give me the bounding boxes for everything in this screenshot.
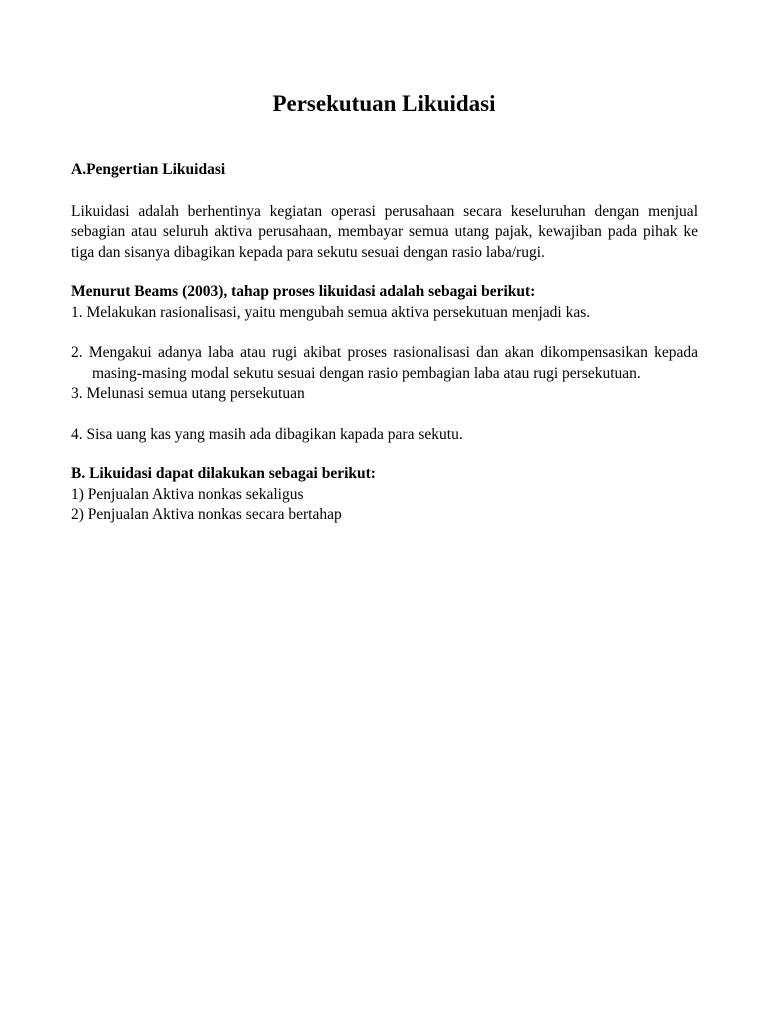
list-item-number: 2) — [71, 506, 84, 523]
list-item — [71, 505, 698, 526]
list-item-text: Sisa uang kas yang masih ada dibagikan kapada para sekutu. — [86, 425, 463, 443]
list-item-text: Penjualan Aktiva nonkas secara bertahap — [87, 506, 342, 523]
document-body — [71, 160, 698, 526]
beams-heading: Menurut Beams (2003), tahap proses likuidasi adalah sebagai berikut: — [71, 283, 536, 300]
list-item-number: 3. — [71, 385, 83, 402]
document-title: Persekutuan Likuidasi — [272, 91, 496, 116]
section-a-heading: A.Pengertian Likuidasi — [71, 161, 226, 178]
list-item-text: Melunasi semua utang persekutuan — [86, 385, 305, 402]
list-item-number: 1. — [71, 303, 83, 321]
list-item-text: Melakukan rasionalisasi, yaitu mengubah semua aktiva persekutuan menjadi kas. — [86, 303, 591, 321]
list-item-number: 4. — [71, 425, 83, 443]
liquidation-steps-list — [71, 303, 698, 446]
list-item — [71, 303, 698, 324]
section-a-paragraph: Likuidasi adalah berhentinya kegiatan operasi perusahaan secara keseluruhan dengan menjual sebagian atau seluruh aktiva perusahaan, membayar semua utang pajak, kewajiban pada pihak ke tiga dan sisanya dibagikan kepada para sekutu sesuai dengan rasio laba/rugi. — [71, 202, 698, 261]
list-item — [71, 485, 698, 506]
list-item-number: 1) — [71, 485, 84, 503]
list-item — [71, 425, 698, 446]
list-item-number: 2. — [71, 344, 83, 361]
liquidation-methods-list — [71, 485, 698, 526]
section-b-heading: B. Likuidasi dapat dilakukan sebagai berikut: — [71, 465, 376, 482]
list-item-text: Mengakui adanya laba atau rugi akibat proses rasionalisasi dan akan dikompensasikan kepada masing-masing modal sekutu sesuai dengan rasio pembagian laba atau rugi persekutuan. — [88, 344, 698, 382]
list-item — [71, 384, 698, 405]
list-item — [71, 343, 698, 384]
list-item-text: Penjualan Aktiva nonkas sekaligus — [87, 485, 304, 503]
